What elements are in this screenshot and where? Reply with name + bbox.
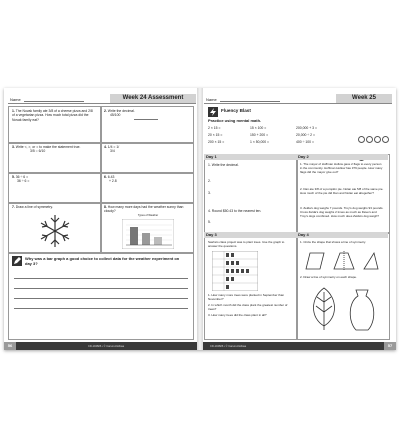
day3-intro: Sasha's class project was to plant trees. Use the graph to answer the questions.	[208, 240, 285, 248]
weather-bar	[142, 233, 150, 245]
day1-q5: 5.	[208, 220, 211, 224]
day1-q3: 3.	[208, 191, 211, 195]
circle-icon	[366, 136, 373, 143]
snowflake-icon	[38, 213, 72, 249]
circle-icon	[374, 136, 381, 143]
circle-icon	[358, 136, 365, 143]
right-page	[200, 88, 396, 350]
footer-credit: CD-104826 • © Carson-Dellosa	[210, 345, 247, 348]
day1-q1: 1. Write the decimal.	[208, 163, 239, 167]
fluency-problem: 1 × 50,000 =	[250, 140, 270, 144]
day4-header: Day 4	[296, 232, 388, 238]
pictograph-tree	[231, 253, 234, 257]
fluency-problem: 20,000 ÷ 2 =	[296, 133, 315, 137]
day3-header: Day 3	[204, 232, 296, 238]
day2-q1: 1. The mayor of Hoffman Hollow gave 2 flags to every person in the community. Hoffman Hollow has 379 people. How many flags did the mayor give out?	[300, 162, 383, 174]
q2: 2. Write the decimal. 45/100	[104, 109, 188, 118]
day1-q4: 4. Round $50.43 to the nearest ten.	[208, 209, 262, 213]
pictograph-tree	[231, 277, 234, 281]
fluency-problem: 200 × 15 =	[208, 140, 225, 144]
left-page	[4, 88, 200, 350]
book-gutter	[197, 88, 203, 350]
page-number: 57	[384, 342, 396, 350]
left-footer	[4, 342, 200, 350]
weather-bar	[154, 237, 162, 245]
weather-bar-chart	[122, 219, 174, 249]
fluency-problem: 20 × 15 =	[208, 133, 223, 137]
pictograph-tree	[246, 269, 249, 273]
name-line	[220, 101, 280, 102]
left-header	[8, 94, 196, 104]
name-line	[24, 101, 84, 102]
fluency-problem: 150 + 200 =	[250, 133, 269, 137]
pictograph-tree	[226, 269, 229, 273]
pictograph-tree	[226, 253, 229, 257]
footer-credit: CD-104826 • © Carson-Dellosa	[88, 345, 125, 348]
weather-chart-title: Types of Weather	[137, 214, 159, 217]
parallelogram-shape	[306, 253, 324, 269]
pictograph-tree	[231, 269, 234, 273]
symmetry-shapes	[304, 251, 380, 271]
q5: 5. 36 ÷ 6 = 36 ÷ 6 =	[12, 175, 30, 184]
pictograph-tree	[226, 277, 229, 281]
q3: 3. Write <, >, or = to make the statement true. 3/5 ○ 6/10	[12, 145, 81, 154]
q9-text: Why was a bar graph a good choice to collect data for the weather experiment on day 3?	[25, 256, 180, 266]
day3-q2: 2. In which month did the class plant the greatest number of trees?	[208, 303, 288, 311]
day4-q2: 2. Draw a line of symmetry on each shape.	[300, 275, 357, 279]
right-footer	[200, 342, 396, 350]
lightning-icon	[208, 107, 218, 117]
fluency-problem: 400 ÷ 100 =	[296, 140, 314, 144]
day4-q1: 1. Circle the shape that shows a line of symmetry.	[300, 240, 366, 244]
day1-header: Day 1	[204, 154, 296, 160]
day3-q1: 1. How many more trees were planted in September than November?	[208, 293, 285, 301]
day1-q2: 2.	[208, 179, 211, 183]
pictograph-tree	[236, 261, 239, 265]
page-number: 56	[4, 342, 16, 350]
q6: 6. 6.43 + 2.8	[104, 175, 117, 184]
fluency-problem: 200,000 + 3 =	[296, 126, 317, 130]
q4: 4. 1/4 = 1/ 3/4	[104, 145, 120, 154]
pictograph-tree	[231, 261, 234, 265]
name-label: Name	[10, 97, 21, 102]
fluency-subtitle: Practice using mental math.	[208, 118, 262, 123]
leaf-and-vase	[306, 286, 378, 332]
day2-q3: 3. Zelda's dog weighs 7 pounds. Troy's dog weighs 93 pounds. Cross Zelda's dog weighs 2 times as much as Dave's and Troy's dogs combined. How much does Zelda's dog weigh?	[300, 206, 384, 218]
name-label: Name	[206, 97, 217, 102]
triangle-shape	[364, 253, 378, 269]
pencil-icon	[12, 256, 22, 266]
day3-q3: 3. How many trees did the class plant in all?	[208, 313, 267, 317]
pictograph-tree	[241, 269, 244, 273]
q7: 7. Draw a line of symmetry.	[12, 205, 53, 209]
day2-header: Day 2	[296, 154, 388, 160]
workbook-spread	[4, 88, 396, 350]
right-header	[204, 94, 392, 104]
q8: 8. How many more days had the weather sunny than cloudy?	[104, 205, 184, 214]
tree-pictograph	[212, 251, 258, 291]
pictograph-tree	[226, 261, 229, 265]
fluency-title: Fluency Blast	[221, 108, 251, 113]
circle-icon	[382, 136, 389, 143]
day2-q2: 2. Dan ate 3/8 of a pumpkin pie. Nolan ate 5/8 of the same pie. How much of the pie did Dan and Nolan eat altogether?	[300, 187, 384, 195]
q1: 1. The Novak family ate 3/8 of a cheese pizza and 2/8 of a vegetarian pizza. How much total pizza did the Novak family eat?	[12, 109, 93, 122]
fluency-problem: 15 × 100 =	[250, 126, 267, 130]
fluency-problem: 2 × 15 =	[208, 126, 221, 130]
pictograph-tree	[226, 285, 229, 289]
vase-icon	[350, 290, 374, 330]
week-title: Week 25	[336, 94, 392, 103]
weather-bar	[130, 227, 138, 245]
pictograph-tree	[236, 269, 239, 273]
week-title: Week 24 Assessment	[110, 94, 196, 103]
